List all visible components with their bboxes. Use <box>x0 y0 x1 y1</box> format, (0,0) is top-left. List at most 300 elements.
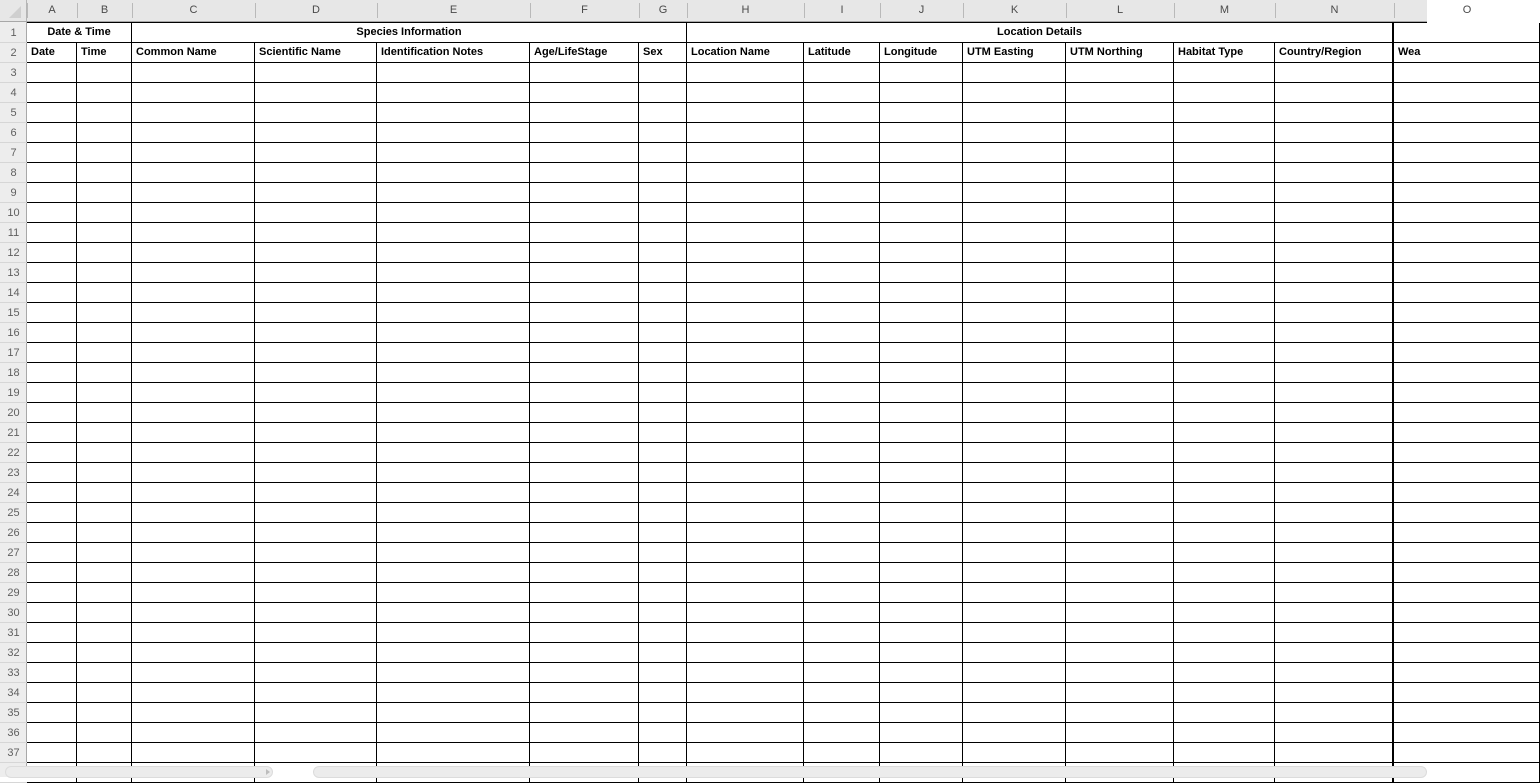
column-header-cell[interactable]: Identification Notes <box>377 43 530 63</box>
data-cell[interactable] <box>804 223 880 243</box>
data-cell[interactable] <box>1066 363 1174 383</box>
data-cell[interactable] <box>963 143 1066 163</box>
data-cell[interactable] <box>132 383 255 403</box>
data-cell[interactable] <box>27 343 77 363</box>
data-cell[interactable] <box>687 103 804 123</box>
data-cell[interactable] <box>963 443 1066 463</box>
data-cell[interactable] <box>963 623 1066 643</box>
data-cell[interactable] <box>880 483 963 503</box>
data-cell[interactable] <box>1394 303 1540 323</box>
data-cell[interactable] <box>687 463 804 483</box>
data-cell[interactable] <box>804 303 880 323</box>
data-cell[interactable] <box>77 443 132 463</box>
data-cell[interactable] <box>77 643 132 663</box>
data-cell[interactable] <box>880 743 963 763</box>
data-cell[interactable] <box>639 423 687 443</box>
row-number[interactable]: 34 <box>7 687 20 699</box>
data-cell[interactable] <box>255 703 377 723</box>
data-cell[interactable] <box>1174 603 1275 623</box>
data-cell[interactable] <box>27 603 77 623</box>
data-cell[interactable] <box>880 243 963 263</box>
data-cell[interactable] <box>804 183 880 203</box>
row-number[interactable]: 17 <box>7 347 20 359</box>
data-cell[interactable] <box>639 183 687 203</box>
data-cell[interactable] <box>77 363 132 383</box>
column-header-cell[interactable]: UTM Northing <box>1066 43 1174 63</box>
data-cell[interactable] <box>1174 403 1275 423</box>
data-cell[interactable] <box>963 383 1066 403</box>
data-cell[interactable] <box>1066 403 1174 423</box>
data-cell[interactable] <box>880 263 963 283</box>
data-cell[interactable] <box>530 63 639 83</box>
data-cell[interactable] <box>1394 563 1540 583</box>
data-cell[interactable] <box>880 423 963 443</box>
data-cell[interactable] <box>880 83 963 103</box>
data-cell[interactable] <box>804 483 880 503</box>
data-cell[interactable] <box>963 663 1066 683</box>
data-cell[interactable] <box>1174 103 1275 123</box>
data-cell[interactable] <box>530 543 639 563</box>
data-cell[interactable] <box>963 543 1066 563</box>
data-cell[interactable] <box>255 583 377 603</box>
data-cell[interactable] <box>1394 63 1540 83</box>
data-cell[interactable] <box>132 563 255 583</box>
data-cell[interactable] <box>804 383 880 403</box>
data-cell[interactable] <box>639 603 687 623</box>
data-cell[interactable] <box>880 563 963 583</box>
data-cell[interactable] <box>530 603 639 623</box>
data-cell[interactable] <box>1174 183 1275 203</box>
data-cell[interactable] <box>27 723 77 743</box>
data-cell[interactable] <box>1394 423 1540 443</box>
row-number[interactable]: 11 <box>7 227 20 239</box>
data-cell[interactable] <box>530 263 639 283</box>
data-cell[interactable] <box>1066 163 1174 183</box>
data-cell[interactable] <box>804 423 880 443</box>
data-cell[interactable] <box>1066 663 1174 683</box>
data-cell[interactable] <box>255 663 377 683</box>
data-cell[interactable] <box>1066 703 1174 723</box>
data-cell[interactable] <box>639 63 687 83</box>
data-cell[interactable] <box>1066 183 1174 203</box>
data-cell[interactable] <box>530 203 639 223</box>
column-header-cell[interactable]: Location Name <box>687 43 804 63</box>
data-cell[interactable] <box>1394 243 1540 263</box>
data-cell[interactable] <box>77 503 132 523</box>
data-cell[interactable] <box>687 243 804 263</box>
data-cell[interactable] <box>687 403 804 423</box>
data-cell[interactable] <box>255 223 377 243</box>
data-cell[interactable] <box>1394 123 1540 143</box>
data-cell[interactable] <box>77 523 132 543</box>
data-cell[interactable] <box>963 363 1066 383</box>
data-cell[interactable] <box>377 743 530 763</box>
data-cell[interactable] <box>132 603 255 623</box>
data-cell[interactable] <box>963 463 1066 483</box>
data-cell[interactable] <box>27 203 77 223</box>
data-cell[interactable] <box>530 503 639 523</box>
data-cell[interactable] <box>530 423 639 443</box>
data-cell[interactable] <box>77 423 132 443</box>
data-cell[interactable] <box>963 343 1066 363</box>
row-number[interactable]: 33 <box>7 667 20 679</box>
data-cell[interactable] <box>1275 743 1394 763</box>
data-cell[interactable] <box>687 203 804 223</box>
data-cell[interactable] <box>1394 403 1540 423</box>
data-cell[interactable] <box>377 563 530 583</box>
data-cell[interactable] <box>1275 543 1394 563</box>
data-cell[interactable] <box>132 423 255 443</box>
row-number[interactable]: 30 <box>7 607 20 619</box>
column-letter[interactable]: M <box>1219 4 1230 16</box>
data-cell[interactable] <box>639 463 687 483</box>
data-cell[interactable] <box>1174 283 1275 303</box>
data-cell[interactable] <box>1066 343 1174 363</box>
data-cell[interactable] <box>255 263 377 283</box>
data-cell[interactable] <box>880 143 963 163</box>
data-cell[interactable] <box>639 623 687 643</box>
row-number[interactable]: 2 <box>10 47 17 59</box>
data-cell[interactable] <box>1066 643 1174 663</box>
data-cell[interactable] <box>1275 563 1394 583</box>
data-cell[interactable] <box>1275 323 1394 343</box>
row-number[interactable]: 29 <box>7 587 20 599</box>
data-cell[interactable] <box>963 183 1066 203</box>
data-cell[interactable] <box>1174 343 1275 363</box>
data-cell[interactable] <box>963 303 1066 323</box>
data-cell[interactable] <box>255 383 377 403</box>
data-cell[interactable] <box>1066 83 1174 103</box>
data-cell[interactable] <box>687 703 804 723</box>
data-cell[interactable] <box>880 583 963 603</box>
data-cell[interactable] <box>639 103 687 123</box>
data-cell[interactable] <box>804 323 880 343</box>
data-cell[interactable] <box>639 343 687 363</box>
data-cell[interactable] <box>27 443 77 463</box>
data-cell[interactable] <box>377 383 530 403</box>
data-cell[interactable] <box>639 663 687 683</box>
data-cell[interactable] <box>1174 563 1275 583</box>
data-cell[interactable] <box>804 723 880 743</box>
row-number[interactable]: 28 <box>7 567 20 579</box>
data-cell[interactable] <box>77 223 132 243</box>
data-cell[interactable] <box>963 523 1066 543</box>
column-letter[interactable]: I <box>840 4 844 16</box>
data-cell[interactable] <box>687 383 804 403</box>
data-cell[interactable] <box>27 543 77 563</box>
data-cell[interactable] <box>1275 663 1394 683</box>
data-cell[interactable] <box>27 623 77 643</box>
data-cell[interactable] <box>639 723 687 743</box>
data-cell[interactable] <box>1174 243 1275 263</box>
row-number[interactable]: 3 <box>10 67 17 79</box>
data-cell[interactable] <box>639 223 687 243</box>
data-cell[interactable] <box>1174 223 1275 243</box>
data-cell[interactable] <box>530 403 639 423</box>
data-cell[interactable] <box>880 363 963 383</box>
data-cell[interactable] <box>255 723 377 743</box>
data-cell[interactable] <box>687 123 804 143</box>
data-cell[interactable] <box>880 323 963 343</box>
data-cell[interactable] <box>639 583 687 603</box>
data-cell[interactable] <box>530 83 639 103</box>
data-cell[interactable] <box>1275 163 1394 183</box>
data-cell[interactable] <box>1174 503 1275 523</box>
data-cell[interactable] <box>1275 703 1394 723</box>
data-cell[interactable] <box>27 383 77 403</box>
data-cell[interactable] <box>1174 263 1275 283</box>
data-cell[interactable] <box>687 303 804 323</box>
data-cell[interactable] <box>77 83 132 103</box>
horizontal-scrollbar[interactable] <box>313 766 1427 778</box>
data-cell[interactable] <box>77 263 132 283</box>
data-cell[interactable] <box>27 463 77 483</box>
data-cell[interactable] <box>639 543 687 563</box>
data-cell[interactable] <box>1174 643 1275 663</box>
data-cell[interactable] <box>132 123 255 143</box>
data-cell[interactable] <box>530 523 639 543</box>
data-cell[interactable] <box>132 623 255 643</box>
data-cell[interactable] <box>880 663 963 683</box>
data-cell[interactable] <box>804 663 880 683</box>
data-cell[interactable] <box>132 663 255 683</box>
data-cell[interactable] <box>530 463 639 483</box>
data-cell[interactable] <box>377 623 530 643</box>
data-cell[interactable] <box>530 563 639 583</box>
data-cell[interactable] <box>1394 523 1540 543</box>
data-cell[interactable] <box>1066 543 1174 563</box>
data-cell[interactable] <box>880 463 963 483</box>
data-cell[interactable] <box>530 723 639 743</box>
data-cell[interactable] <box>132 183 255 203</box>
data-cell[interactable] <box>1275 83 1394 103</box>
data-cell[interactable] <box>1066 443 1174 463</box>
data-cell[interactable] <box>132 203 255 223</box>
data-cell[interactable] <box>377 643 530 663</box>
row-number[interactable]: 20 <box>7 407 20 419</box>
data-cell[interactable] <box>687 283 804 303</box>
data-cell[interactable] <box>77 623 132 643</box>
data-cell[interactable] <box>1174 703 1275 723</box>
data-cell[interactable] <box>1394 443 1540 463</box>
data-cell[interactable] <box>804 523 880 543</box>
data-cell[interactable] <box>377 323 530 343</box>
row-number[interactable]: 16 <box>7 327 20 339</box>
data-cell[interactable] <box>255 283 377 303</box>
data-cell[interactable] <box>77 183 132 203</box>
data-cell[interactable] <box>1174 743 1275 763</box>
data-cell[interactable] <box>687 503 804 523</box>
data-cell[interactable] <box>530 483 639 503</box>
data-cell[interactable] <box>255 303 377 323</box>
column-header-cell[interactable]: Habitat Type <box>1174 43 1275 63</box>
data-cell[interactable] <box>639 123 687 143</box>
row-number[interactable]: 32 <box>7 647 20 659</box>
data-cell[interactable] <box>530 123 639 143</box>
data-cell[interactable] <box>377 483 530 503</box>
data-cell[interactable] <box>880 383 963 403</box>
data-cell[interactable] <box>27 683 77 703</box>
data-cell[interactable] <box>132 463 255 483</box>
data-cell[interactable] <box>1174 143 1275 163</box>
data-cell[interactable] <box>804 123 880 143</box>
data-cell[interactable] <box>27 263 77 283</box>
data-cell[interactable] <box>880 683 963 703</box>
data-cell[interactable] <box>530 283 639 303</box>
data-cell[interactable] <box>1275 63 1394 83</box>
row-number[interactable]: 14 <box>7 287 20 299</box>
data-cell[interactable] <box>1066 63 1174 83</box>
data-cell[interactable] <box>804 143 880 163</box>
group-header-cell[interactable]: Location Details <box>687 23 1394 43</box>
data-cell[interactable] <box>1275 403 1394 423</box>
data-cell[interactable] <box>255 463 377 483</box>
data-cell[interactable] <box>639 743 687 763</box>
data-cell[interactable] <box>77 323 132 343</box>
data-cell[interactable] <box>1394 603 1540 623</box>
data-cell[interactable] <box>963 603 1066 623</box>
column-letter[interactable]: L <box>1116 4 1124 16</box>
data-cell[interactable] <box>377 443 530 463</box>
data-cell[interactable] <box>1275 643 1394 663</box>
data-cell[interactable] <box>687 623 804 643</box>
data-cell[interactable] <box>880 163 963 183</box>
row-number[interactable]: 22 <box>7 447 20 459</box>
data-cell[interactable] <box>77 403 132 423</box>
data-cell[interactable] <box>77 563 132 583</box>
data-cell[interactable] <box>255 163 377 183</box>
data-cell[interactable] <box>963 223 1066 243</box>
column-header-cell[interactable]: Common Name <box>132 43 255 63</box>
data-cell[interactable] <box>1394 683 1540 703</box>
data-cell[interactable] <box>255 323 377 343</box>
data-cell[interactable] <box>377 603 530 623</box>
data-cell[interactable] <box>255 363 377 383</box>
data-cell[interactable] <box>687 483 804 503</box>
data-cell[interactable] <box>687 423 804 443</box>
data-cell[interactable] <box>880 623 963 643</box>
data-cell[interactable] <box>1394 623 1540 643</box>
data-cell[interactable] <box>687 543 804 563</box>
data-cell[interactable] <box>1275 623 1394 643</box>
data-cell[interactable] <box>255 403 377 423</box>
data-cell[interactable] <box>377 683 530 703</box>
data-cell[interactable] <box>1174 163 1275 183</box>
data-cell[interactable] <box>1394 103 1540 123</box>
data-cell[interactable] <box>963 83 1066 103</box>
data-cell[interactable] <box>132 403 255 423</box>
data-cell[interactable] <box>1275 283 1394 303</box>
data-cell[interactable] <box>804 403 880 423</box>
data-cell[interactable] <box>639 283 687 303</box>
data-cell[interactable] <box>255 683 377 703</box>
data-cell[interactable] <box>377 183 530 203</box>
data-cell[interactable] <box>1394 463 1540 483</box>
data-cell[interactable] <box>963 703 1066 723</box>
data-cell[interactable] <box>687 663 804 683</box>
data-cell[interactable] <box>255 63 377 83</box>
data-cell[interactable] <box>27 663 77 683</box>
data-cell[interactable] <box>963 283 1066 303</box>
data-cell[interactable] <box>377 423 530 443</box>
data-cell[interactable] <box>639 203 687 223</box>
data-cell[interactable] <box>687 223 804 243</box>
data-cell[interactable] <box>132 483 255 503</box>
data-cell[interactable] <box>1174 623 1275 643</box>
data-cell[interactable] <box>377 463 530 483</box>
column-letter[interactable]: O <box>1462 4 1472 16</box>
data-cell[interactable] <box>255 483 377 503</box>
row-number[interactable]: 9 <box>10 187 17 199</box>
data-cell[interactable] <box>1394 583 1540 603</box>
data-cell[interactable] <box>377 663 530 683</box>
data-cell[interactable] <box>27 163 77 183</box>
data-cell[interactable] <box>1394 343 1540 363</box>
data-cell[interactable] <box>27 183 77 203</box>
data-cell[interactable] <box>77 283 132 303</box>
data-cell[interactable] <box>530 163 639 183</box>
data-cell[interactable] <box>687 743 804 763</box>
data-cell[interactable] <box>639 503 687 523</box>
data-cell[interactable] <box>687 143 804 163</box>
data-cell[interactable] <box>377 283 530 303</box>
data-cell[interactable] <box>27 643 77 663</box>
data-cell[interactable] <box>377 163 530 183</box>
data-cell[interactable] <box>377 703 530 723</box>
row-number[interactable]: 6 <box>10 127 17 139</box>
data-cell[interactable] <box>804 683 880 703</box>
data-cell[interactable] <box>255 203 377 223</box>
data-cell[interactable] <box>377 723 530 743</box>
data-cell[interactable] <box>377 523 530 543</box>
data-cell[interactable] <box>377 203 530 223</box>
data-cell[interactable] <box>687 263 804 283</box>
data-cell[interactable] <box>1394 663 1540 683</box>
data-cell[interactable] <box>77 543 132 563</box>
data-cell[interactable] <box>1394 483 1540 503</box>
data-cell[interactable] <box>1275 103 1394 123</box>
data-cell[interactable] <box>1275 143 1394 163</box>
data-cell[interactable] <box>1275 343 1394 363</box>
data-cell[interactable] <box>132 263 255 283</box>
data-cell[interactable] <box>880 283 963 303</box>
data-cell[interactable] <box>1394 163 1540 183</box>
data-cell[interactable] <box>530 443 639 463</box>
data-cell[interactable] <box>880 123 963 143</box>
data-cell[interactable] <box>687 163 804 183</box>
data-cell[interactable] <box>1394 703 1540 723</box>
data-cell[interactable] <box>77 603 132 623</box>
data-cell[interactable] <box>27 83 77 103</box>
data-cell[interactable] <box>132 683 255 703</box>
data-cell[interactable] <box>639 703 687 723</box>
data-cell[interactable] <box>77 463 132 483</box>
column-letter[interactable]: J <box>918 4 925 16</box>
data-cell[interactable] <box>880 303 963 323</box>
data-cell[interactable] <box>880 503 963 523</box>
data-cell[interactable] <box>687 363 804 383</box>
data-cell[interactable] <box>1275 523 1394 543</box>
data-cell[interactable] <box>804 463 880 483</box>
data-cell[interactable] <box>1174 463 1275 483</box>
data-cell[interactable] <box>377 63 530 83</box>
data-cell[interactable] <box>27 743 77 763</box>
data-cell[interactable] <box>1174 383 1275 403</box>
column-letter[interactable]: F <box>581 4 588 16</box>
data-cell[interactable] <box>1174 583 1275 603</box>
column-header-cell[interactable]: Age/LifeStage <box>530 43 639 63</box>
data-cell[interactable] <box>255 603 377 623</box>
